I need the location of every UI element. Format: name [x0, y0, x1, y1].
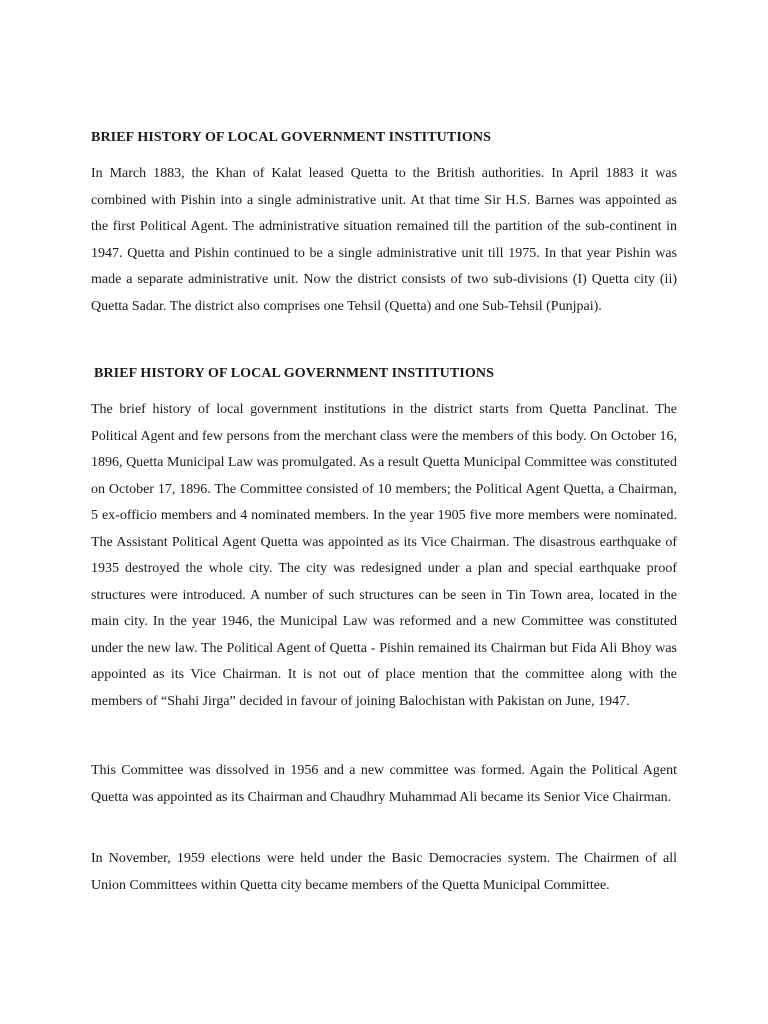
- section-heading-2: BRIEF HISTORY OF LOCAL GOVERNMENT INSTITUTIONS: [94, 366, 494, 381]
- paragraph-2: The brief history of local government institutions in the district starts from Quetta Panclinat. The Political Agent and few persons from the merchant class were the members of this body. On October 16, 1896, Quetta Municipal Law was promulgated. As a result Quetta Municipal Committee was constituted on October 17, 1896. The Committee consisted of 10 members; the Political Agent Quetta, a Chairman, 5 ex-officio members and 4 nominated members. In the year 1905 five more members were nominated. The Assistant Political Agent Quetta was appointed as its Vice Chairman. The disastrous earthquake of 1935 destroyed the whole city. The city was redesigned under a plan and special earthquake proof structures were introduced. A number of such structures can be seen in Tin Town area, located in the main city. In the year 1946, the Municipal Law was reformed and a new Committee was constituted under the new law. The Political Agent of Quetta - Pishin remained its Chairman but Fida Ali Bhoy was appointed as its Vice Chairman. It is not out of place mention that the committee along with the members of “Shahi Jirga” decided in favour of joining Balochistan with Pakistan on June, 1947.: [91, 402, 677, 709]
- document-page: [91, 0, 677, 1024]
- paragraph-3: This Committee was dissolved in 1956 and a new committee was formed. Again the Political Agent Quetta was appointed as its Chairman and Chaudhry Muhammad Ali became its Senior Vice Chairman.: [91, 763, 677, 805]
- paragraph-1: In March 1883, the Khan of Kalat leased Quetta to the British authorities. In April 1883 it was combined with Pishin into a single administrative unit. At that time Sir H.S. Barnes was appointed as the first Political Agent. The administrative situation remained till the partition of the sub-continent in 1947. Quetta and Pishin continued to be a single administrative unit till 1975. In that year Pishin was made a separate administrative unit. Now the district consists of two sub-divisions (I) Quetta city (ii) Quetta Sadar. The district also comprises one Tehsil (Quetta) and one Sub-Tehsil (Punjpai).: [91, 166, 677, 314]
- section-heading-1: BRIEF HISTORY OF LOCAL GOVERNMENT INSTITUTIONS: [91, 130, 491, 145]
- paragraph-4: In November, 1959 elections were held under the Basic Democracies system. The Chairmen of all Union Committees within Quetta city became members of the Quetta Municipal Committee.: [91, 851, 677, 893]
